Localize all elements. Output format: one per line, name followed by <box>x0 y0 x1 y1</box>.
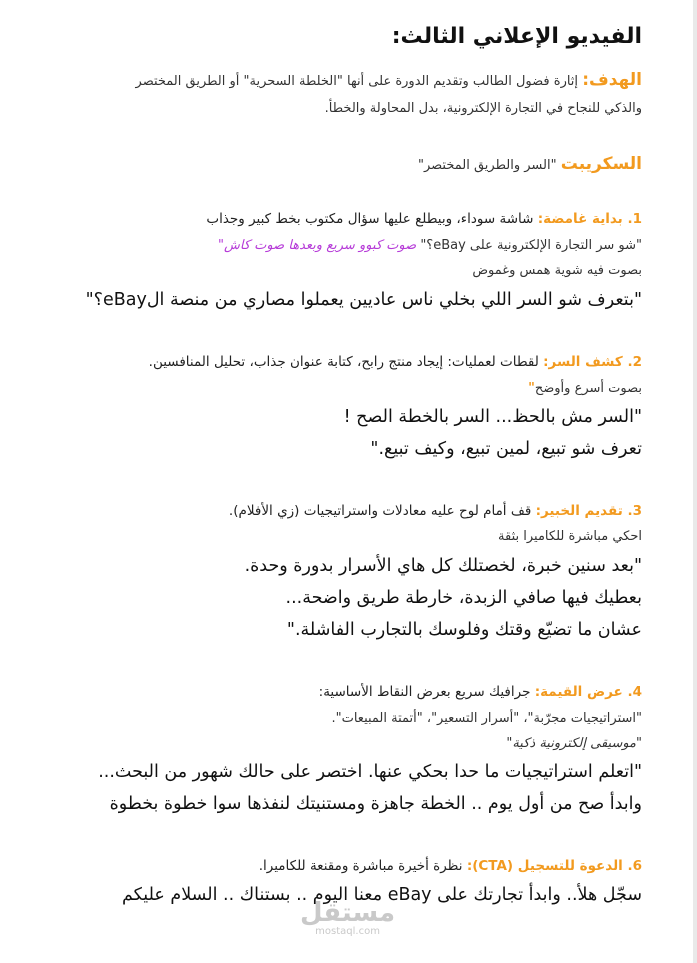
section-1-header <box>20 211 642 227</box>
section-2-voice-mark: " <box>528 381 535 396</box>
goal-text-1: إثارة فضول الطالب وتقديم الدورة على أنها "الخلطة السحرية" أو الطريق المختصر <box>135 74 579 89</box>
section-6-quote: سجّل هلأ.. وابدأ تجارتك على eBay معنا اليوم .. بستناك .. السلام عليكم <box>122 885 642 905</box>
section-1-desc: شاشة سوداء، وبيطلع عليها سؤال مكتوب بخط كبير وجذاب <box>206 211 534 227</box>
section-6-header <box>20 858 642 874</box>
section-2-quote-2: تعرف شو تبيع، لمين تبيع، وكيف تبيع." <box>370 439 642 459</box>
script-label: السكريبت <box>560 154 642 174</box>
section-2-voice: بصوت أسرع وأوضح <box>534 381 642 396</box>
section-3-quote-1: "بعد سنين خبرة، لخصتلك كل هاي الأسرار بدورة وحدة. <box>244 556 642 576</box>
section-4-music: "موسيقى إلكترونية ذكية" <box>506 736 642 751</box>
watermark-logo: مستقل <box>300 898 396 928</box>
section-1-quote: "شو سر التجارة الإلكترونية على eBay؟" <box>420 238 642 253</box>
section-1-quote-big: "بتعرف شو السر اللي بخلي ناس عاديين يعملوا مصاري من منصة الeBay؟" <box>85 290 642 310</box>
section-3-label: 3. تقديم الخبير: <box>535 503 642 519</box>
section-2-voice-line <box>20 381 642 396</box>
section-2-desc: لقطات لعمليات: إيجاد منتج رابح، كتابة عنوان جذاب، تحليل المنافسين. <box>148 354 539 370</box>
goal-line-1 <box>20 70 642 90</box>
section-3-quote-3: عشان ما تضيّع وقتك وفلوسك بالتجارب الفاشلة." <box>286 620 642 640</box>
section-1-quote-line <box>20 238 642 253</box>
section-1-label: 1. بداية غامضة: <box>537 211 642 227</box>
section-3-voice: احكي مباشرة للكاميرا بثقة <box>498 529 642 544</box>
goal-label: الهدف: <box>582 70 642 90</box>
watermark-url: mostaql.com <box>315 926 380 937</box>
section-1-voice: بصوت فيه شوية همس وغموض <box>472 263 642 278</box>
section-4-points: "استراتيجيات مجرّبة"، "أسرار التسعير"، "أتمتة المبيعات". <box>331 711 642 726</box>
page-title: الفيديو الإعلاني الثالث: <box>391 24 642 49</box>
section-6-desc: نظرة أخيرة مباشرة ومقنعة للكاميرا. <box>258 858 463 874</box>
script-title: "السر والطريق المختصر" <box>417 158 557 173</box>
mostaql-watermark <box>300 898 395 937</box>
section-2-quote-1: "السر مش بالحظ... السر بالخطة الصح ! <box>343 407 642 427</box>
section-1-sound: صوت كبوو سريع وبعدها صوت كاش" <box>218 238 417 253</box>
section-3-quote-2: بعطيك فيها صافي الزبدة، خارطة طريق واضحة... <box>285 588 642 608</box>
section-3-header <box>20 503 642 519</box>
scrollbar[interactable] <box>693 0 697 963</box>
script-heading <box>20 154 642 174</box>
section-4-label: 4. عرض القيمة: <box>534 684 642 700</box>
section-4-header <box>20 684 642 700</box>
section-6-label: 6. الدعوة للتسجيل (CTA): <box>466 858 642 874</box>
section-3-desc: قف أمام لوح عليه معادلات واستراتيجيات (زي الأفلام). <box>228 503 532 519</box>
section-2-label: 2. كشف السر: <box>543 354 642 370</box>
section-2-header <box>20 354 642 370</box>
goal-text-2: والذكي للنجاح في التجارة الإلكترونية، بدل المحاولة والخطأ. <box>324 101 642 116</box>
section-4-desc: جرافيك سريع بعرض النقاط الأساسية: <box>318 684 531 700</box>
section-4-quote-1: "اتعلم استراتيجيات ما حدا بحكي عنها. اختصر على حالك شهور من البحث... <box>98 762 642 782</box>
section-4-quote-2: وابدأ صح من أول يوم .. الخطة جاهزة ومستنيتك لنفذها سوا خطوة بخطوة <box>109 794 642 814</box>
